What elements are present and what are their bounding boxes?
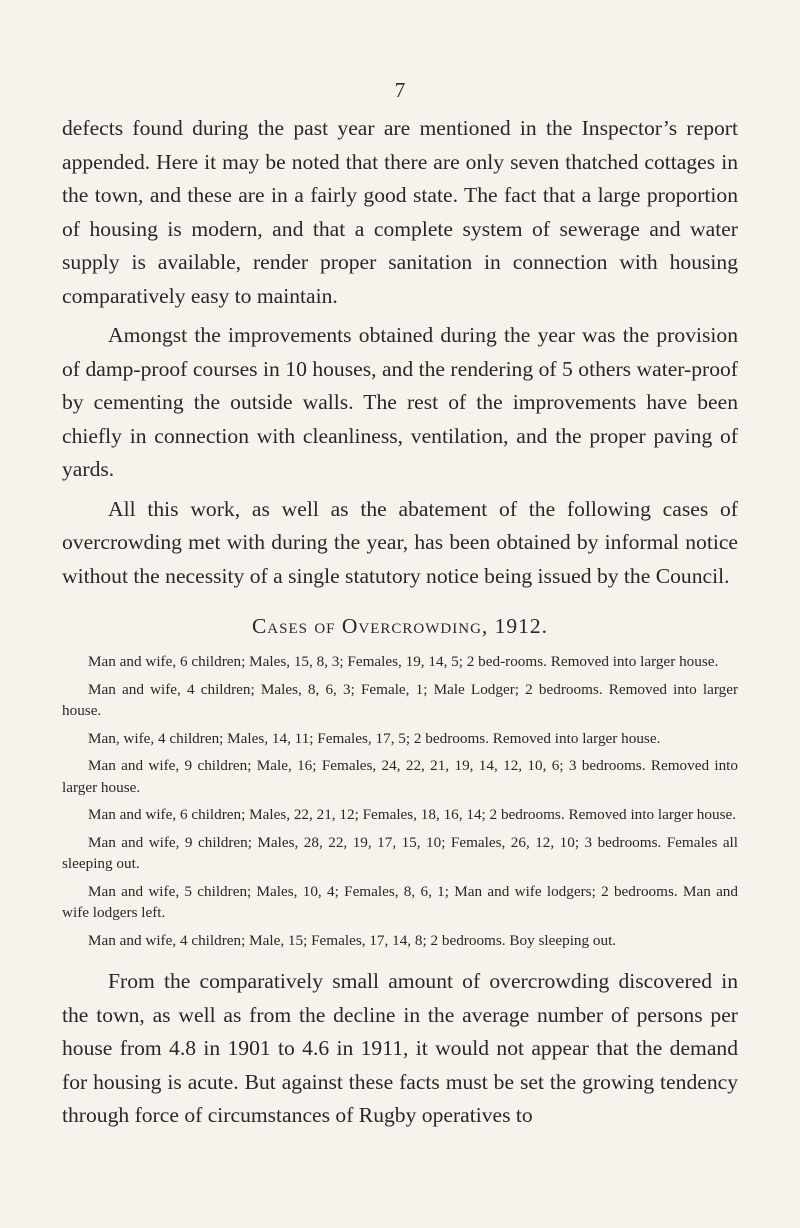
case-item: Man, wife, 4 children; Males, 14, 11; Females, 17, 5; 2 bedrooms. Removed into larger house. xyxy=(88,729,661,747)
case-item: Man and wife, 9 children; Males, 28, 22, 19, 17, 15, 10; Females, 26, 12, 10; 3 bedrooms. Females all sleeping out. xyxy=(62,833,738,872)
section-heading: Cases of Overcrowding, 1912. xyxy=(251,614,549,638)
case-item: Man and wife, 9 children; Male, 16; Females, 24, 22, 21, 19, 14, 12, 10, 6; 3 bedrooms. Removed into larger house. xyxy=(62,757,738,796)
case-item: Man and wife, 5 children; Males, 10, 4; Females, 8, 6, 1; Man and wife lodgers; 2 bedrooms. Man and wife lodgers left. xyxy=(62,882,738,921)
case-item: Man and wife, 4 children; Males, 8, 6, 3; Female, 1; Male Lodger; 2 bedrooms. Removed into larger house. xyxy=(62,680,738,719)
page-content xyxy=(62,78,738,1133)
page-number: 7 xyxy=(394,78,406,102)
paragraph-continuation: defects found during the past year are mentioned in the Inspector’s report appended. Here it may be noted that there are only seven thatched cottages in the town, and these are in a fairly good state. The fact that a large proportion of housing is modern, and that a complete system of sewerage and water supply is available, render proper sanitation in connection with housing comparatively easy to maintain. xyxy=(62,116,738,308)
case-item: Man and wife, 4 children; Male, 15; Females, 17, 14, 8; 2 bedrooms. Boy sleeping out. xyxy=(88,931,617,949)
case-item: Man and wife, 6 children; Males, 22, 21, 12; Females, 18, 16, 14; 2 bedrooms. Removed into larger house. xyxy=(88,806,737,823)
paragraph-housing-demand: From the comparatively small amount of overcrowding discovered in the town, as well as from the decline in the average number of persons per house from 4.8 in 1901 to 4.6 in 1911, it would not appear that the demand for housing is acute. But against these facts must be set the growing tendency through force of circumstances of Rugby operatives to xyxy=(62,969,738,1127)
cases-list xyxy=(62,651,738,951)
case-item: Man and wife, 6 children; Males, 15, 8, 3; Females, 19, 14, 5; 2 bed-rooms. Removed into larger house. xyxy=(88,653,719,670)
paragraph-informal-notice: All this work, as well as the abatement of the following cases of overcrowding met with during the year, has been obtained by informal notice without the necessity of a single statutory notice being issued by the Council. xyxy=(62,496,738,588)
paragraph-improvements: Amongst the improvements obtained during the year was the provision of damp-proof courses in 10 houses, and the rendering of 5 others water-proof by cementing the outside walls. The rest of the improvements have been chiefly in connection with cleanliness, ventilation, and the proper paving of yards. xyxy=(62,323,738,481)
